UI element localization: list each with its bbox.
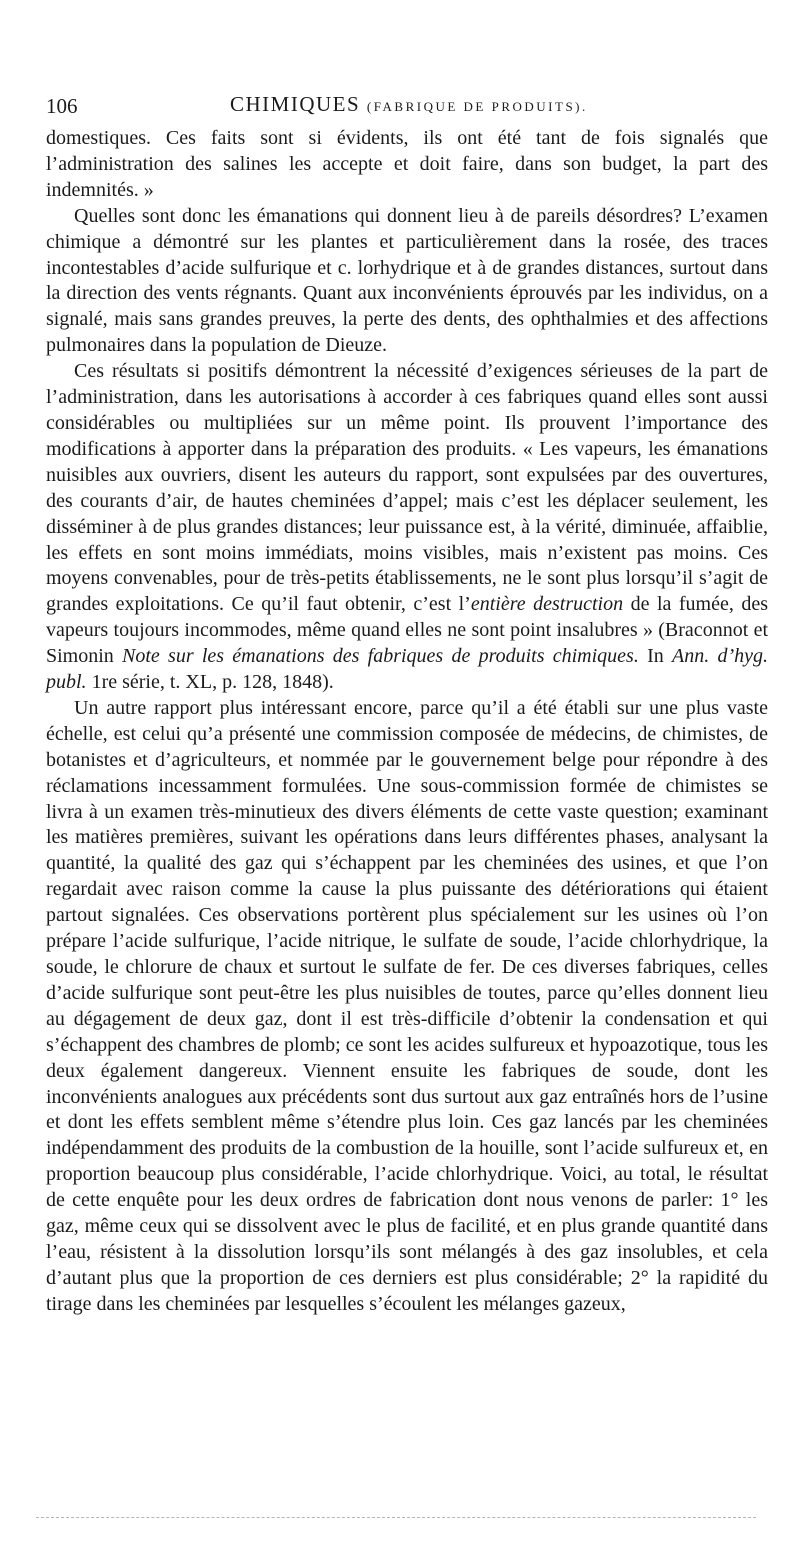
italic-text-run: entière destruction: [470, 593, 624, 616]
paragraph: [46, 126, 768, 204]
running-title-main: CHIMIQUES: [230, 92, 361, 116]
text-run: Ces résultats si positifs démontrent la nécessité d’exigences sérieuses de la part de l’administration, dans les autorisations à accorder à ces fabriques quand elles sont aussi considérables ou multipliées sur un même point. Ils prouvent l’importance des modifications à apporter dans la préparation des produits. « Les vapeurs, les émanations nuisibles aux ouvriers, disent les auteurs du rapport, sont expulsées par des ouvertures, des courants d’air, de hautes cheminées d’appel; mais c’est les déplacer seulement, les disséminer à de plus grandes distances; leur puissance est, à la vérité, diminuée, affaiblie, les effets en sont moins immédiats, moins visibles, mais n’existent pas moins. Ces moyens convenables, pour de très-petits établissements, ne le sont plus lorsqu’il s’agit de grandes exploitations. Ce qu’il faut obtenir, c’est l’: [46, 360, 768, 616]
paragraph: [46, 204, 768, 359]
body-text: [46, 126, 768, 1318]
text-run: de la fumée, des vapeurs toujours incommodes, même quand elles ne sont point insalubres » (Braconnot et Simonin: [46, 593, 768, 668]
italic-text-run: Ann. d’hyg. publ.: [46, 645, 768, 694]
italic-text-run: Note sur les émanations des fabriques de produits chimiques.: [122, 645, 639, 668]
paragraph: [46, 696, 768, 1318]
running-title: [230, 92, 588, 117]
text-run: In: [638, 645, 672, 668]
running-head: [46, 88, 768, 126]
running-title-subtitle: (FABRIQUE DE PRODUITS).: [366, 99, 588, 114]
paragraph: [46, 359, 768, 696]
page-number: 106: [46, 94, 78, 118]
text-run: domestiques. Ces faits sont si évidents, ils ont été tant de fois signalés que l’administration des salines les accepte et doit faire, dans son budget, la part des indemnités. »: [46, 127, 768, 201]
text-run: 1re série, t. XL, p. 128, 1848).: [86, 671, 334, 694]
text-run: Quelles sont donc les émanations qui donnent lieu à de pareils désordres? L’examen chimique a démontré sur les plantes et particulièrement dans la rosée, des traces incontestables d’acide sulfurique et c. lorhydrique et à de grandes distances, surtout dans la direction des vents régnants. Quant aux inconvénients éprouvés par les individus, on a signalé, mais sans grandes preuves, la perte des dents, des ophthalmies et des affections pulmonaires dans la population de Dieuze.: [46, 204, 768, 357]
book-page: [46, 88, 768, 1318]
text-run: Un autre rapport plus intéressant encore, parce qu’il a été établi sur une plus vaste échelle, est celui qu’a présenté une commission composée de médecins, de chimistes, de botanistes et d’agriculteurs, et nommée par le gouvernement belge pour répondre à des réclamations incessamment formulées. Une sous-commission formée de chimistes se livra à un examen très-minutieux des divers éléments de cette vaste question; examinant les matières premières, suivant les opérations dans leurs différentes phases, analysant la quantité, la qualité des gaz qui s’échappent par les cheminées des usines, et que l’on regardait avec raison comme la cause la plus puissante des détériorations qui étaient partout signalées. Ces observations portèrent plus spécialement sur les usines où l’on prépare l’acide sulfurique, l’acide nitrique, le sulfate de soude, l’acide chlorhydrique, la soude, le chlorure de chaux et surtout le sulfate de fer. De ces diverses fabriques, celles d’acide sulfurique sont peut-être les plus nuisibles de toutes, parce qu’elles donnent lieu au dégagement de deux gaz, dont il est très-difficile d’obtenir la condensation et qui s’échappent des chambres de plomb; ce sont les acides sulfureux et hypoazotique, tous les deux également dangereux. Viennent ensuite les fabriques de soude, dont les inconvénients analogues aux précédents sont dus surtout aux gaz entraînés hors de l’usine et dont les effets semblent même s’étendre plus loin. Ces gaz lancés par les cheminées indépendamment des produits de la combustion de la houille, sont l’acide sulfureux et, en proportion beaucoup plus considérable, l’acide chlorhydrique. Voici, au total, le résultat de cette enquête pour les deux ordres de fabrication dont nous venons de parler: 1° les gaz, même ceux qui se dissolvent avec le plus de facilité, et en plus grande quantité dans l’eau, résistent à la dissolution lorsqu’ils sont mélangés à des gaz insolubles, et cela d’autant plus que la proportion de ces derniers est plus considérable; 2° la rapidité du tirage dans les cheminées par lesquelles s’écoulent les mélanges gazeux,: [46, 696, 768, 1315]
footer-rule: [36, 1517, 756, 1518]
